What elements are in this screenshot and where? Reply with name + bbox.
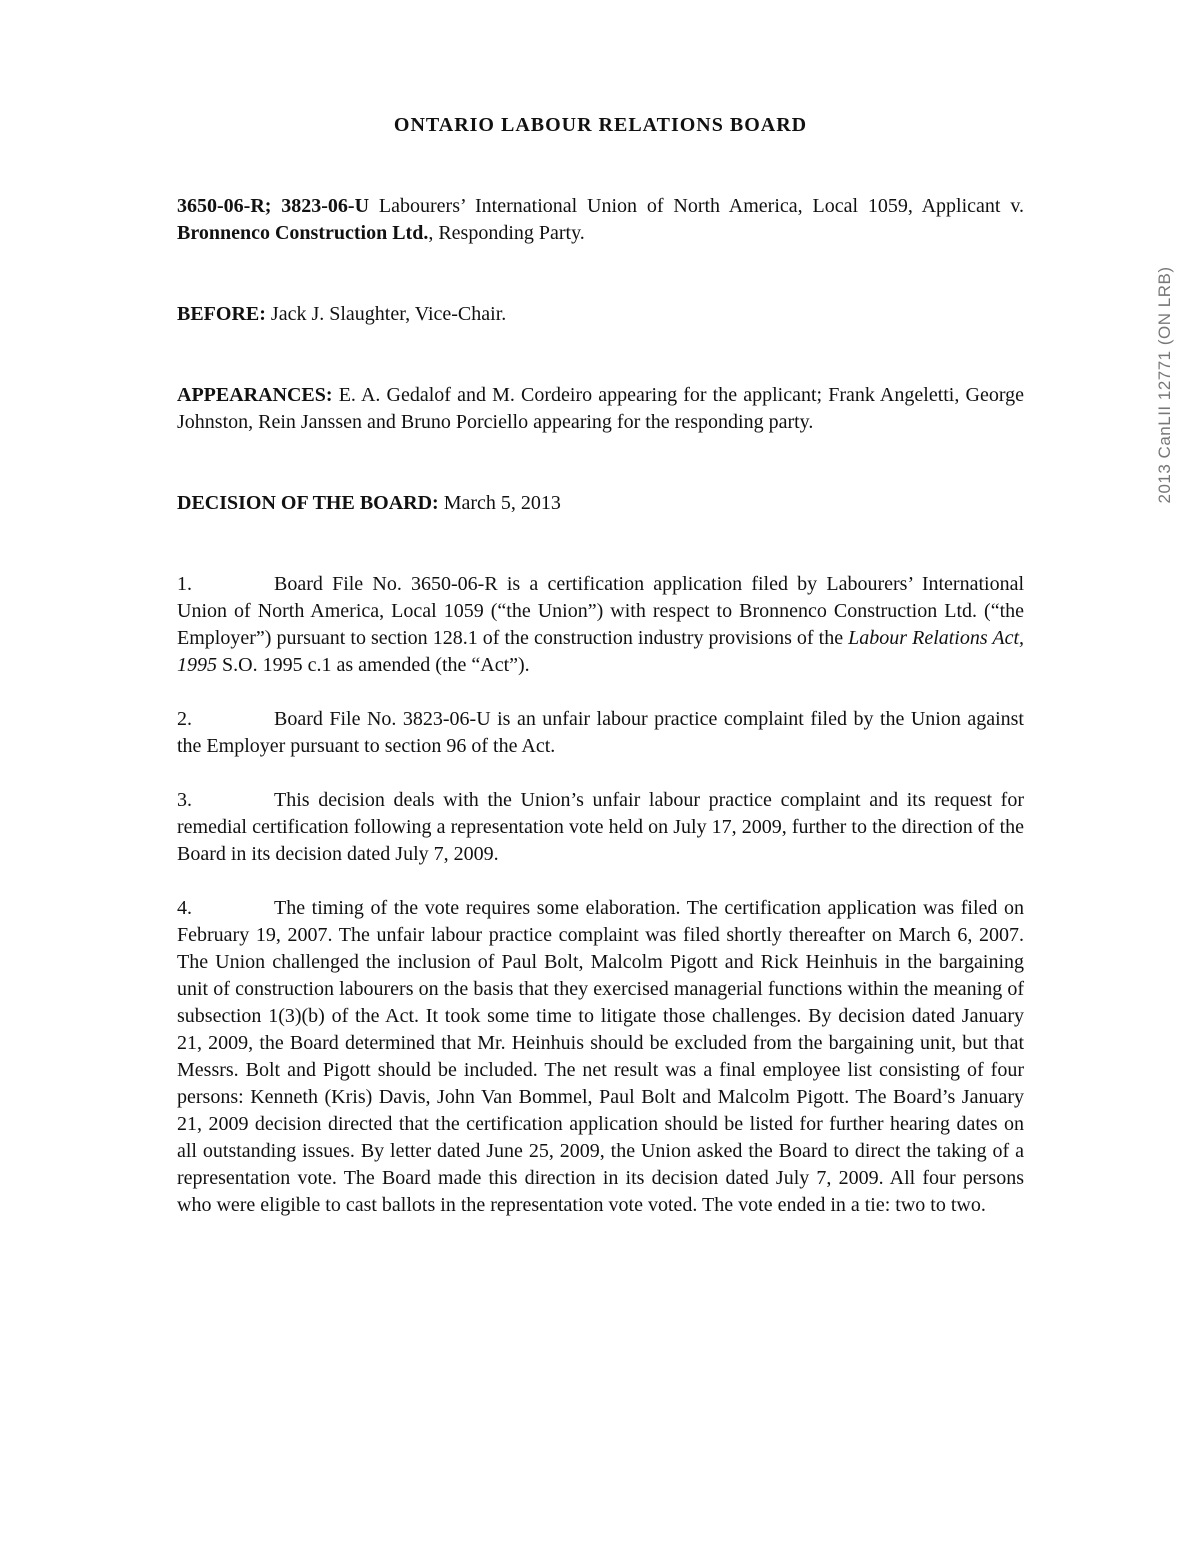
before-text: Jack J. Slaughter, Vice-Chair.: [270, 303, 507, 325]
paragraph-text: The timing of the vote requires some elaboration. The certification application was filed on February 19, 2007. The unfair labour practice complaint was filed shortly thereafter on March 6, 2007. The Union challenged the inclusion of Paul Bolt, Malcolm Pigott and Rick Heinhuis in the bargaining unit of construction labourers on the basis that they exercised managerial functions within the meaning of subsection 1(3)(b) of the Act. It took some time to litigate those challenges. By decision dated January 21, 2009, the Board determined that Mr. Heinhuis should be excluded from the bargaining unit, but that Messrs. Bolt and Pigott should be included. The net result was a final employee list consisting of four persons: Kenneth (Kris) Davis, John Van Bommel, Paul Bolt and Malcolm Pigott. The Board’s January 21, 2009 decision directed that the certification application should be listed for further hearing dates on all outstanding issues. By letter dated June 25, 2009, the Union asked the Board to direct the taking of a representation vote. The Board made this direction in its decision dated July 7, 2009. All four persons who were eligible to cast ballots in the representation vote voted. The vote ended in a tie: two to two.: [177, 897, 1024, 1216]
case-caption: [177, 193, 1024, 247]
paragraph-number: 3.: [177, 789, 192, 811]
appearances-block: [177, 382, 1024, 436]
before-label: BEFORE:: [177, 303, 266, 325]
decision-date: March 5, 2013: [443, 492, 561, 514]
paragraph-number: 1.: [177, 573, 192, 595]
paragraph-text: This decision deals with the Union’s unfair labour practice complaint and its request for remedial certification following a representation vote held on July 17, 2009, further to the direction of the Board in its decision dated July 7, 2009.: [177, 789, 1024, 865]
before-line: [177, 301, 1024, 328]
appearances-text: E. A. Gedalof and M. Cordeiro appearing for the applicant; Frank Angeletti, George Johnston, Rein Janssen and Bruno Porciello appearing for the responding party.: [177, 384, 1024, 433]
paragraph-text: Board File No. 3823-06-U is an unfair labour practice complaint filed by the Union against the Employer pursuant to section 96 of the Act.: [177, 708, 1024, 757]
paragraph-text: Board File No. 3650-06-R is a certification application filed by Labourers’ International Union of North America, Local 1059 (“the Union”) with respect to Bronnenco Construction Ltd. (“the Employer”) pursuant to section 128.1 of the construction industry provisions of the: [177, 573, 1024, 649]
act-title: Labour Relations Act, 1995: [177, 627, 1024, 676]
document-title: ONTARIO LABOUR RELATIONS BOARD: [393, 114, 808, 136]
file-numbers: 3650-06-R; 3823-06-U: [177, 195, 370, 217]
paragraph-1: [177, 571, 1024, 679]
paragraph-number: 2.: [177, 708, 192, 730]
paragraph-2: [177, 706, 1024, 760]
respondent-role: , Responding Party.: [428, 222, 585, 244]
decision-label: DECISION OF THE BOARD:: [177, 492, 439, 514]
applicant-text: Labourers’ International Union of North America, Local 1059, Applicant v.: [378, 195, 1025, 217]
paragraph-4: [177, 895, 1024, 1219]
paragraph-text-after: S.O. 1995 c.1 as amended (the “Act”).: [222, 654, 530, 676]
appearances-label: APPEARANCES:: [177, 384, 333, 406]
paragraph-3: [177, 787, 1024, 868]
document-page: [177, 112, 1024, 1246]
canlii-watermark: 2013 CanLII 12771 (ON LRB): [1155, 266, 1174, 504]
decision-line: [177, 490, 1024, 517]
paragraph-number: 4.: [177, 897, 192, 919]
respondent-name: Bronnenco Construction Ltd.: [177, 222, 429, 244]
